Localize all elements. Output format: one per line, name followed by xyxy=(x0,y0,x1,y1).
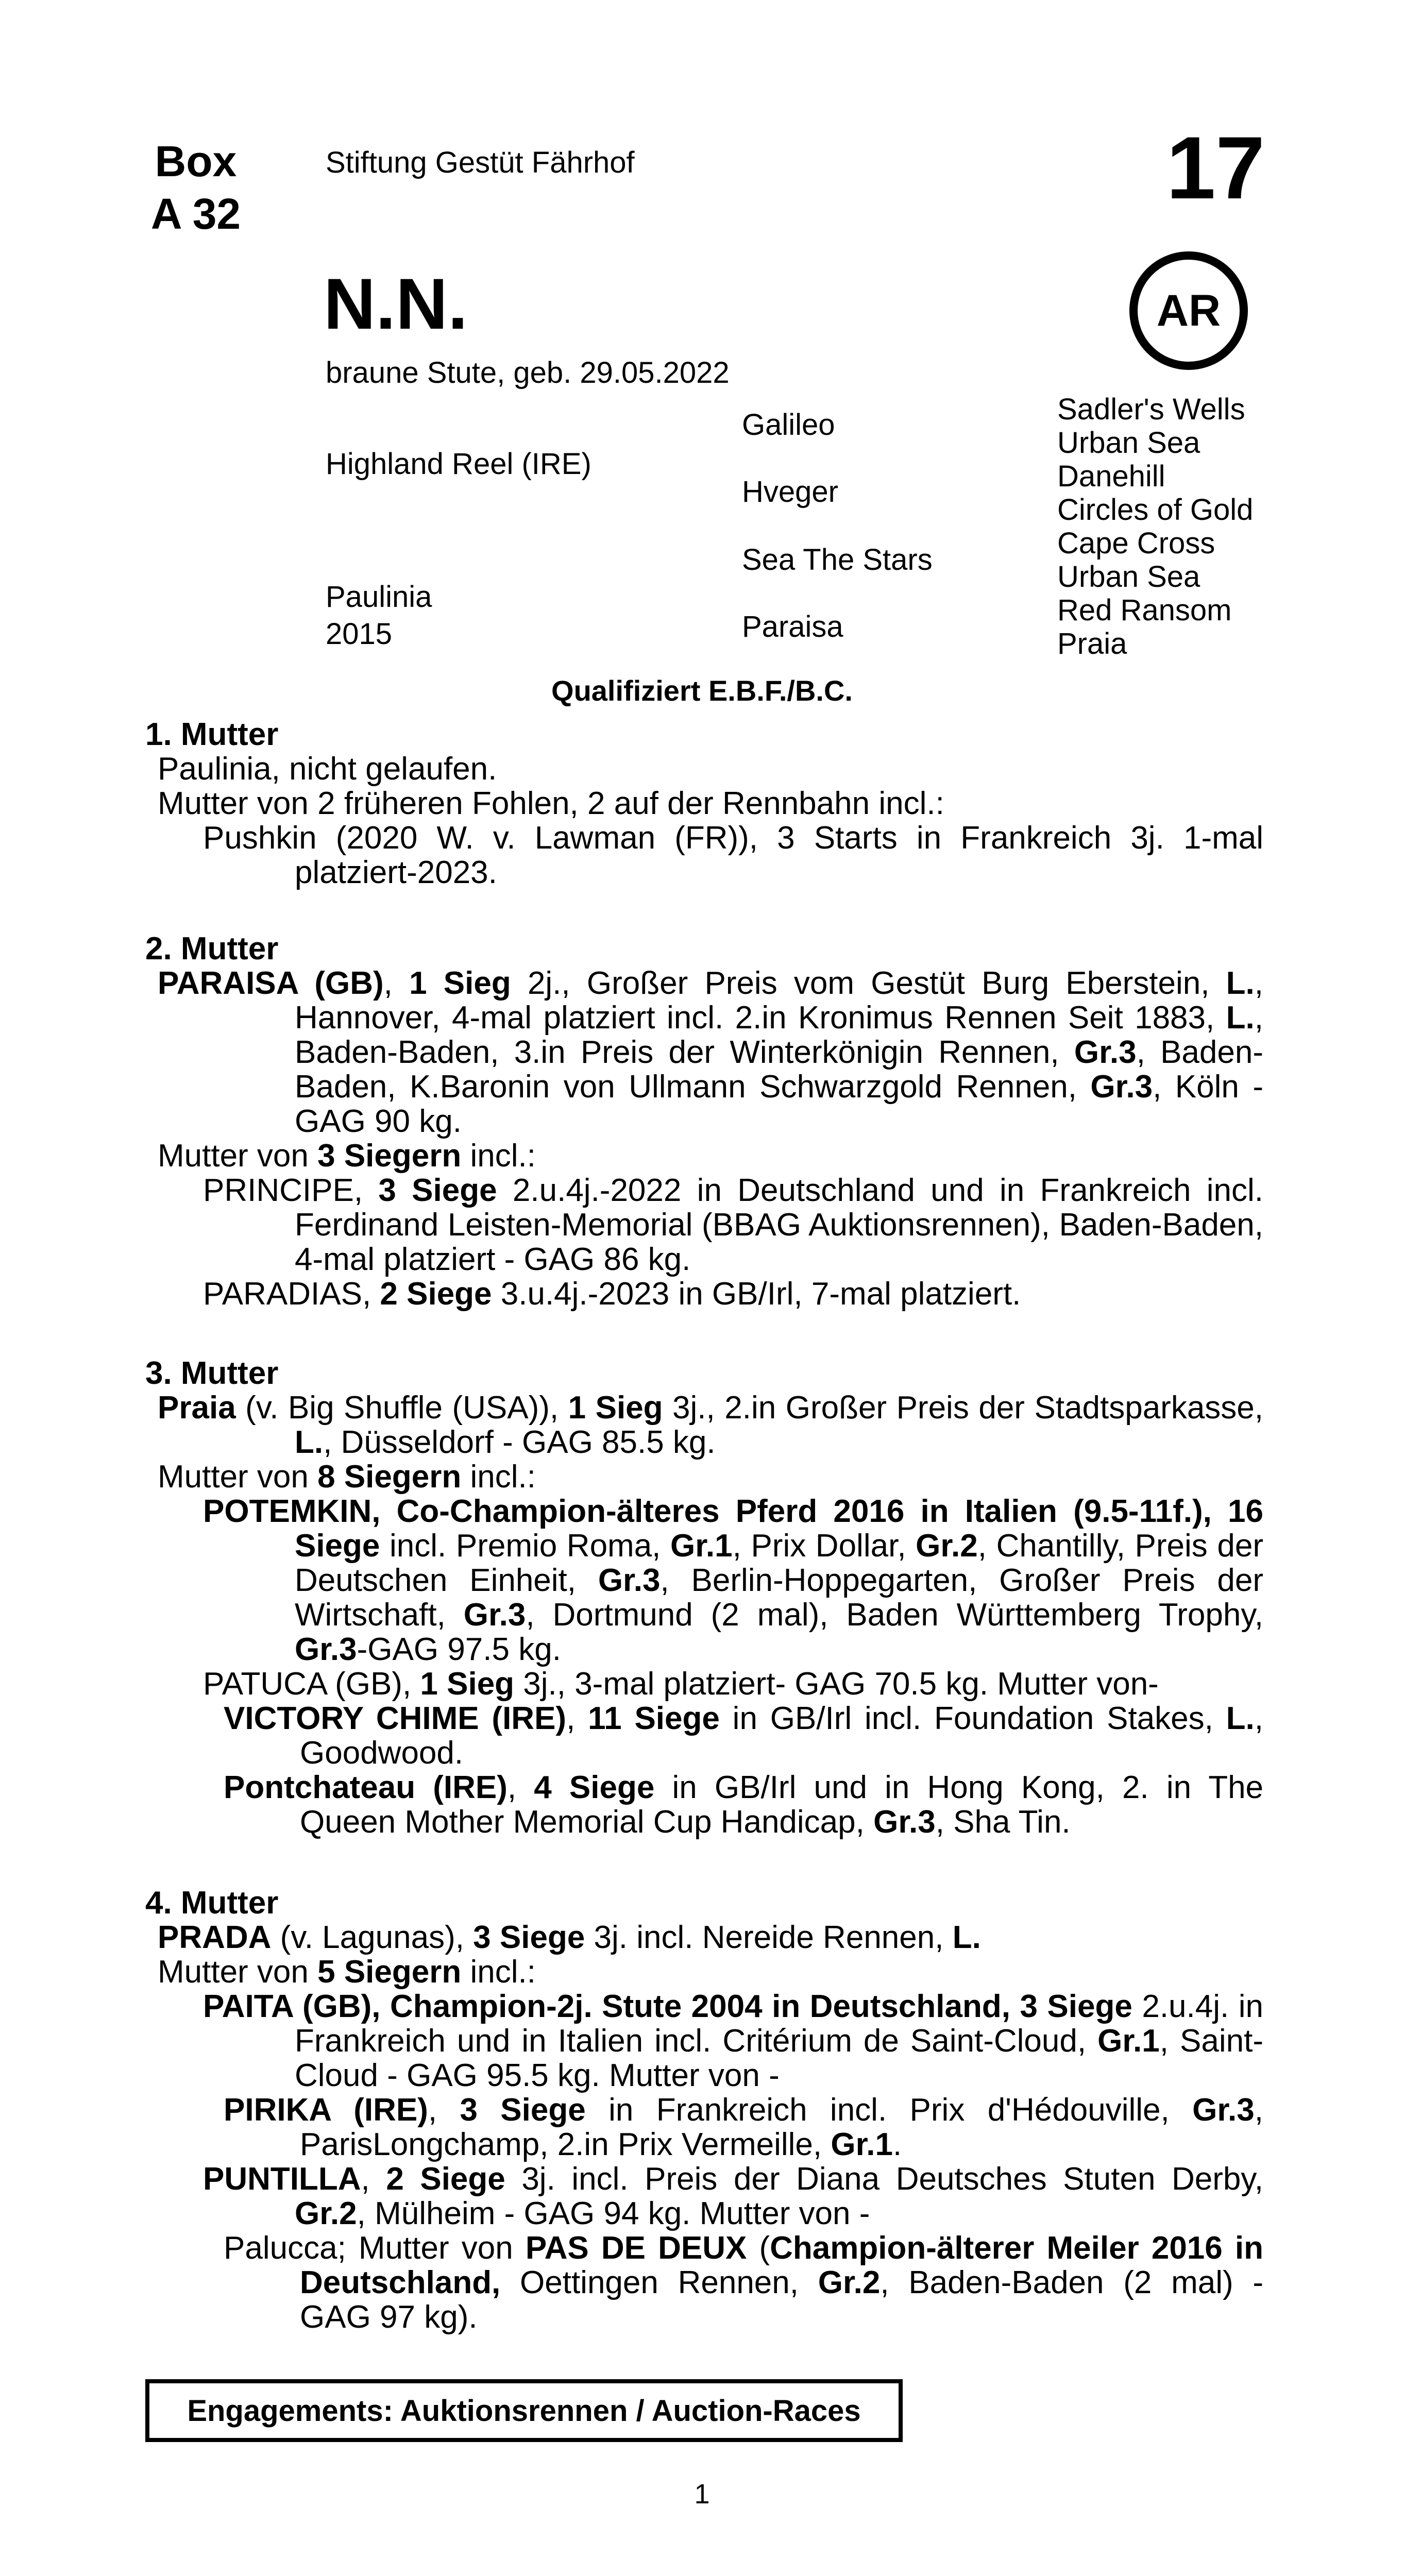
section-title: 1. Mutter xyxy=(145,717,279,752)
pedigree-grandparent: Galileo xyxy=(742,408,835,442)
pedigree-grandparent: Paraisa xyxy=(742,610,843,643)
dam-produce-summary: Mutter von 3 Siegern incl.: xyxy=(158,1138,536,1174)
produce-entry: PAITA (GB), Champion-2j. Stute 2004 in Deutschland, 3 Siege 2.u.4j. in Frankreich und in Italien incl. Critérium de Saint-Cloud, Gr.1, Saint-Cloud - GAG 95.5 kg. Mutter von - xyxy=(203,1989,1263,2093)
dam-produce-summary: Mutter von 5 Siegern incl.: xyxy=(158,1954,536,1990)
grand-produce-entry: PIRIKA (IRE), 3 Siege in Frankreich incl. Prix d'Hédouville, Gr.3, ParisLongchamp, 2.in Prix Vermeille, Gr.1. xyxy=(224,2092,1263,2162)
engagements-box: Engagements: Auktionsrennen / Auction-Races xyxy=(145,2379,903,2442)
pedigree-great-grandparent: Urban Sea xyxy=(1057,560,1200,594)
breeder: Stiftung Gestüt Fährhof xyxy=(326,146,635,179)
dam-record: Praia (v. Big Shuffle (USA)), 1 Sieg 3j., 2.in Großer Preis der Stadtsparkasse, L., Düsseldorf - GAG 85.5 kg. xyxy=(158,1390,1264,1460)
dam-record: PRADA (v. Lagunas), 3 Siege 3j. incl. Nereide Rennen, L. xyxy=(158,1920,981,1955)
pedigree-great-grandparent: Circles of Gold xyxy=(1057,493,1254,527)
pedigree-great-grandparent: Red Ransom xyxy=(1057,594,1232,627)
produce-entry: PARADIAS, 2 Siege 3.u.4j.-2023 in GB/Irl, 7-mal platziert. xyxy=(203,1276,1021,1312)
ar-badge: AR xyxy=(1129,251,1248,370)
box-label xyxy=(144,135,247,240)
pedigree-great-grandparent: Danehill xyxy=(1057,460,1165,493)
section-first-dam xyxy=(145,717,1263,890)
grand-produce-entry: Pontchateau (IRE), 4 Siege in GB/Irl und in Hong Kong, 2. in The Queen Mother Memorial Cup Handicap, Gr.3, Sha Tin. xyxy=(224,1770,1264,1840)
section-title: 4. Mutter xyxy=(145,1885,279,1921)
section-third-dam xyxy=(145,1356,1263,1839)
lot-number: 17 xyxy=(1166,118,1265,217)
pedigree-sire: Highland Reel (IRE) xyxy=(326,447,591,481)
section-fourth-dam xyxy=(145,1886,1263,2334)
pedigree-great-grandparent: Praia xyxy=(1057,627,1127,660)
grand-produce-entry: VICTORY CHIME (IRE), 11 Siege in GB/Irl incl. Foundation Stakes, L., Goodwood. xyxy=(224,1701,1264,1771)
horse-description: braune Stute, geb. 29.05.2022 xyxy=(326,356,730,389)
box-word: Box xyxy=(155,137,237,185)
section-second-dam xyxy=(145,931,1263,1311)
pedigree-great-grandparent: Urban Sea xyxy=(1057,426,1200,460)
horse-name: N.N. xyxy=(324,263,468,344)
section-title: 2. Mutter xyxy=(145,931,279,967)
pedigree-grandparent: Sea The Stars xyxy=(742,543,933,577)
box-number: A 32 xyxy=(150,190,241,238)
produce-entry: PATUCA (GB), 1 Sieg 3j., 3-mal platziert- GAG 70.5 kg. Mutter von- xyxy=(203,1666,1159,1702)
produce-entry: PRINCIPE, 3 Siege 2.u.4j.-2022 in Deutschland und in Frankreich incl. Ferdinand Leisten-Memorial (BBAG Auktionsrennen), Baden-Baden, 4-mal platziert - GAG 86 kg. xyxy=(203,1173,1263,1277)
pedigree-dam: Paulinia xyxy=(326,580,432,614)
produce-entry: PUNTILLA, 2 Siege 3j. incl. Preis der Diana Deutsches Stuten Derby, Gr.2, Mülheim - GAG 94 kg. Mutter von - xyxy=(203,2161,1263,2231)
grand-produce-entry: Palucca; Mutter von PAS DE DEUX (Champion-älterer Meiler 2016 in Deutschland, Oettingen Rennen, Gr.2, Baden-Baden (2 mal) - GAG 97 kg). xyxy=(224,2230,1264,2335)
qualification: Qualifiziert E.B.F./B.C. xyxy=(551,674,853,707)
page-number: 1 xyxy=(694,2479,710,2510)
wins: 1 Sieg xyxy=(409,965,511,1001)
pedigree-great-grandparent: Sadler's Wells xyxy=(1057,393,1245,426)
dam-produce-summary: Mutter von 8 Siegern incl.: xyxy=(158,1459,536,1495)
dam-produce-summary: Mutter von 2 früheren Fohlen, 2 auf der Rennbahn incl.: xyxy=(158,786,944,821)
pedigree-grandparent: Hveger xyxy=(742,475,838,509)
pedigree-great-grandparent: Cape Cross xyxy=(1057,527,1215,560)
produce-entry: Pushkin (2020 W. v. Lawman (FR)), 3 Starts in Frankreich 3j. 1-mal platziert-2023. xyxy=(203,820,1263,890)
dam-summary: Paulinia, nicht gelaufen. xyxy=(158,751,497,787)
dam-record: PARAISA (GB), 1 Sieg 2j., Großer Preis vom Gestüt Burg Eberstein, L., Hannover, 4-mal platziert incl. 2.in Kronimus Rennen Seit 1883, L., Baden-Baden, 3.in Preis der Winterkönigin Rennen, Gr.3, Baden-Baden, K.Baronin von Ullmann Schwarzgold Rennen, Gr.3, Köln - GAG 90 kg. xyxy=(158,965,1264,1139)
section-title: 3. Mutter xyxy=(145,1355,279,1391)
pedigree-dam-year: 2015 xyxy=(326,617,393,651)
produce-entry: POTEMKIN, Co-Champion-älteres Pferd 2016 in Italien (9.5-11f.), 16 Siege incl. Premio Roma, Gr.1, Prix Dollar, Gr.2, Chantilly, Preis der Deutschen Einheit, Gr.3, Berlin-Hoppegarten, Großer Preis der Wirtschaft, Gr.3, Dortmund (2 mal), Baden Württemberg Trophy, Gr.3-GAG 97.5 kg. xyxy=(203,1494,1264,1667)
dam-name: PARAISA (GB) xyxy=(158,965,384,1001)
